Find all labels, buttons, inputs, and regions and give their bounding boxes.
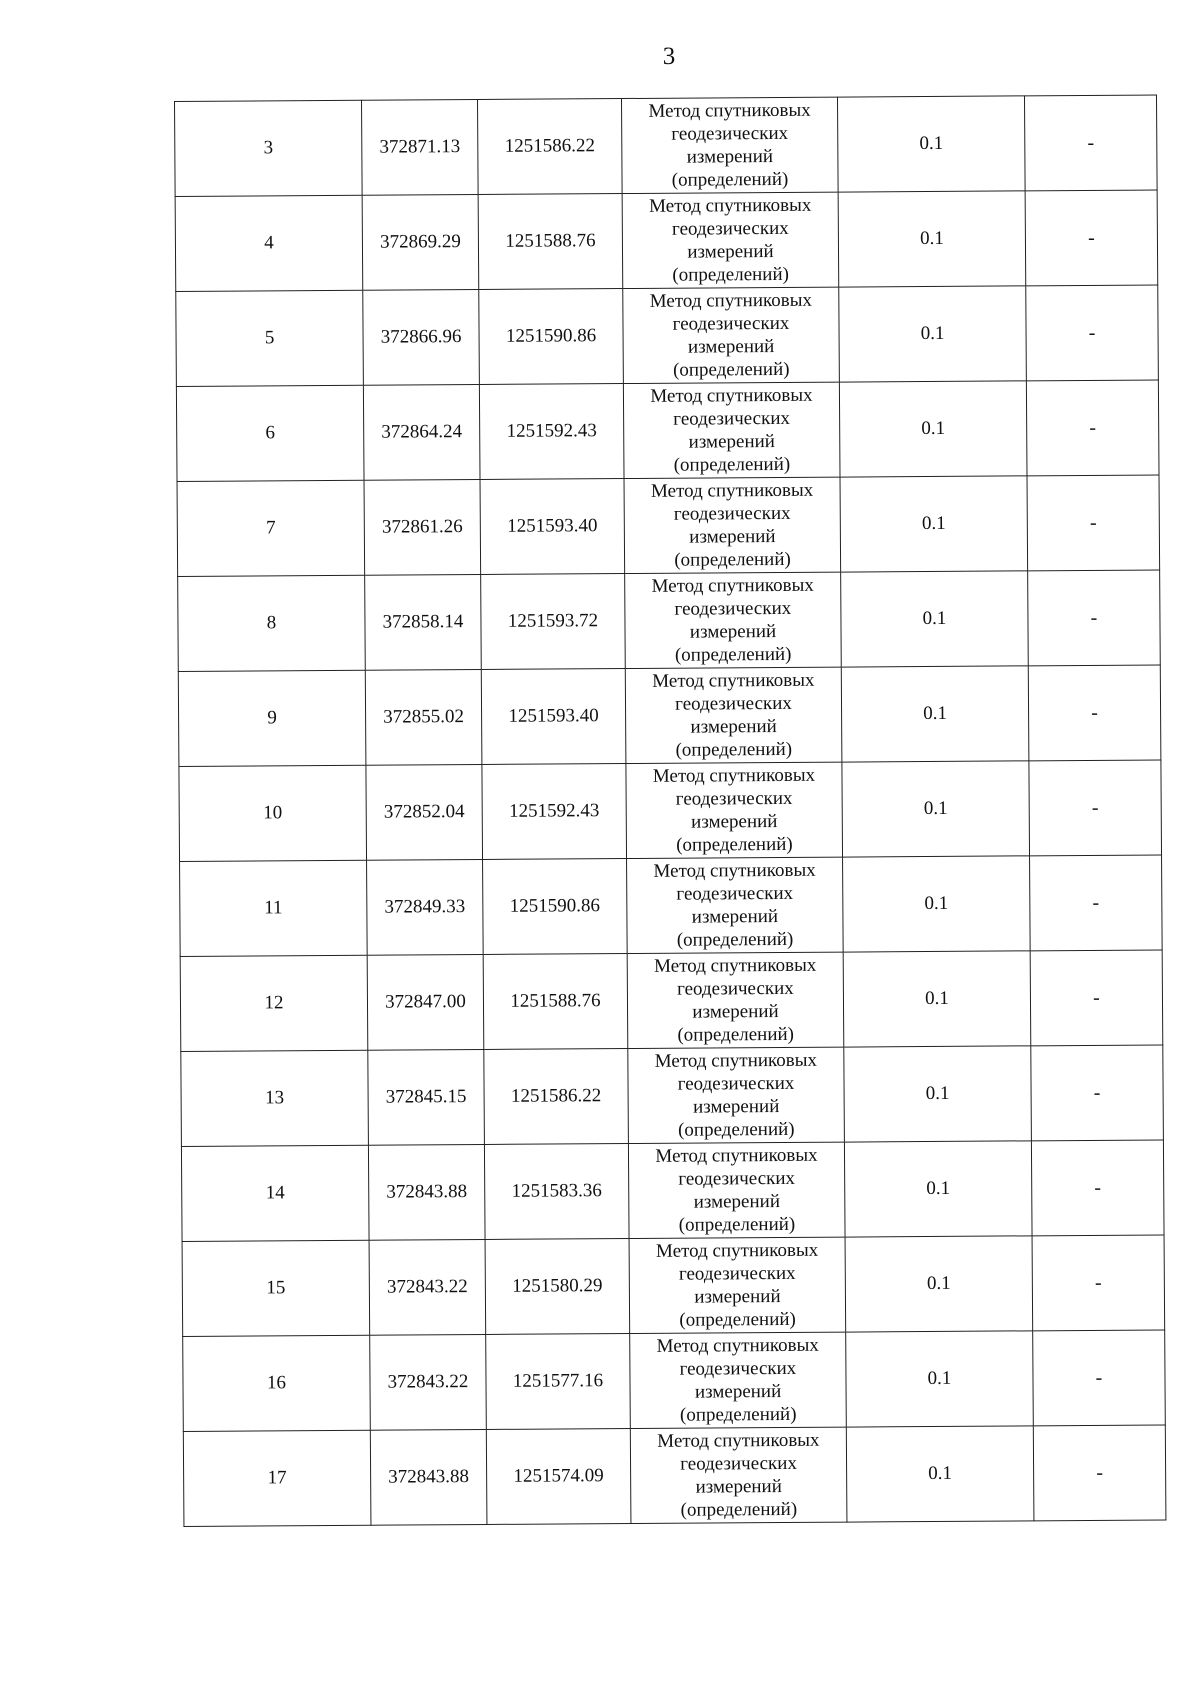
method-cell: [626, 762, 843, 858]
table-row: [176, 380, 1159, 482]
method-text-line: (определений): [676, 928, 794, 951]
method-text-line: (определений): [674, 643, 792, 666]
description-cell: -: [1033, 1330, 1166, 1426]
coordinates-table-container: [174, 94, 1165, 1526]
description-cell: -: [1031, 1140, 1164, 1236]
method-text-line: геодезических: [676, 882, 794, 905]
method-text-line: (определений): [678, 1213, 796, 1236]
accuracy-cell: 0.1: [844, 1046, 1032, 1142]
y-coordinate-cell: 1251583.36: [484, 1144, 629, 1240]
table-row: [179, 760, 1162, 862]
accuracy-cell: 0.1: [843, 856, 1031, 952]
method-cell: [627, 857, 844, 953]
method-text-line: Метод спутниковых: [652, 764, 816, 787]
method-cell: [625, 572, 842, 668]
method-text-line: геодезических: [675, 692, 792, 715]
method-text-line: геодезических: [680, 1452, 797, 1475]
method-text-line: измерений: [687, 336, 775, 358]
method-text-line: Метод спутниковых: [649, 289, 813, 312]
table-row: [183, 1330, 1166, 1432]
table-row: [178, 570, 1161, 672]
method-text-line: Метод спутниковых: [650, 479, 814, 502]
y-coordinate-cell: 1251586.22: [477, 99, 622, 195]
accuracy-cell: 0.1: [845, 1236, 1033, 1332]
accuracy-cell: 0.1: [840, 476, 1028, 572]
description-cell: -: [1026, 285, 1159, 381]
method-text-line: (определений): [679, 1403, 797, 1426]
point-number-cell: 16: [183, 1335, 371, 1431]
page-number: 3: [662, 43, 676, 70]
method-text-line: (определений): [679, 1308, 796, 1331]
method-cell: [625, 667, 842, 763]
accuracy-cell: 0.1: [843, 951, 1031, 1047]
method-text-line: геодезических: [673, 407, 791, 430]
table-row: [175, 95, 1158, 197]
point-number-cell: 8: [178, 575, 366, 671]
x-coordinate-cell: 372849.33: [367, 859, 484, 955]
method-text-line: (определений): [672, 263, 789, 286]
method-text-line: геодезических: [679, 1357, 797, 1380]
method-text-line: измерений: [692, 1096, 780, 1118]
x-coordinate-cell: 372869.29: [362, 194, 479, 290]
method-text-line: геодезических: [672, 312, 790, 335]
method-text-line: измерений: [694, 1286, 781, 1308]
method-text-line: Метод спутниковых: [655, 1239, 819, 1262]
method-cell: [629, 1237, 846, 1333]
description-cell: -: [1025, 190, 1158, 286]
method-cell: [627, 952, 844, 1048]
method-text-line: геодезических: [675, 787, 793, 810]
coordinates-table-body: [175, 95, 1166, 1526]
y-coordinate-cell: 1251593.40: [481, 669, 626, 765]
method-cell: [624, 477, 841, 573]
description-cell: -: [1030, 950, 1163, 1046]
method-text-line: измерений: [687, 241, 774, 263]
method-text-line: измерений: [688, 431, 775, 453]
x-coordinate-cell: 372843.22: [370, 1334, 487, 1430]
method-text-line: геодезических: [677, 1072, 795, 1095]
point-number-cell: 6: [176, 385, 364, 481]
point-number-cell: 15: [182, 1240, 370, 1336]
method-text-line: Метод спутниковых: [654, 954, 817, 977]
method-text-line: измерений: [690, 716, 777, 738]
x-coordinate-cell: 372847.00: [367, 954, 484, 1050]
y-coordinate-cell: 1251592.43: [482, 764, 627, 860]
method-text-line: (определений): [676, 833, 793, 856]
table-row: [182, 1235, 1165, 1337]
accuracy-cell: 0.1: [839, 381, 1027, 477]
method-text-line: измерений: [689, 526, 776, 548]
method-text-line: геодезических: [674, 597, 792, 620]
method-text-line: измерений: [692, 1001, 779, 1023]
y-coordinate-cell: 1251593.40: [480, 479, 625, 575]
method-cell: [621, 97, 838, 193]
point-number-cell: 7: [177, 480, 365, 576]
description-cell: -: [1031, 1045, 1164, 1141]
x-coordinate-cell: 372866.96: [363, 289, 480, 385]
method-text-line: измерений: [693, 1191, 781, 1213]
y-coordinate-cell: 1251580.29: [485, 1239, 630, 1335]
accuracy-cell: 0.1: [846, 1426, 1034, 1522]
description-cell: -: [1026, 380, 1159, 476]
table-row: [178, 665, 1161, 767]
y-coordinate-cell: 1251588.76: [483, 954, 628, 1050]
accuracy-cell: 0.1: [841, 571, 1029, 667]
method-text-line: измерений: [689, 621, 777, 643]
x-coordinate-cell: 372861.26: [364, 479, 481, 575]
method-text-line: измерений: [691, 906, 779, 928]
description-cell: -: [1030, 855, 1163, 951]
method-text-line: Метод спутниковых: [654, 1049, 818, 1072]
point-number-cell: 17: [183, 1430, 371, 1526]
method-text-line: геодезических: [671, 217, 789, 240]
y-coordinate-cell: 1251593.72: [481, 574, 626, 670]
description-cell: -: [1024, 95, 1157, 191]
method-text-line: (определений): [675, 738, 793, 761]
x-coordinate-cell: 372858.14: [365, 574, 482, 670]
y-coordinate-cell: 1251590.86: [479, 289, 624, 385]
method-text-line: (определений): [678, 1118, 795, 1141]
method-text-line: (определений): [677, 1023, 795, 1046]
method-text-line: (определений): [673, 453, 791, 476]
method-text-line: (определений): [680, 1498, 798, 1521]
table-row: [183, 1425, 1166, 1527]
method-text-line: измерений: [694, 1381, 782, 1403]
method-cell: [630, 1332, 847, 1428]
table-row: [175, 190, 1158, 292]
y-coordinate-cell: 1251577.16: [486, 1334, 631, 1430]
y-coordinate-cell: 1251588.76: [478, 194, 623, 290]
table-row: [177, 475, 1160, 577]
method-cell: [630, 1427, 847, 1523]
point-number-cell: 5: [176, 290, 364, 386]
point-number-cell: 11: [180, 860, 368, 956]
method-text-line: измерений: [691, 811, 778, 833]
method-text-line: Метод спутниковых: [652, 669, 815, 692]
x-coordinate-cell: 372864.24: [363, 384, 480, 480]
y-coordinate-cell: 1251574.09: [486, 1429, 631, 1525]
point-number-cell: 14: [181, 1145, 369, 1241]
method-text-line: Метод спутниковых: [649, 194, 812, 217]
table-row: [180, 950, 1163, 1052]
point-number-cell: 3: [175, 100, 363, 196]
table-row: [176, 285, 1159, 387]
point-number-cell: 12: [180, 955, 368, 1051]
accuracy-cell: 0.1: [837, 96, 1025, 192]
accuracy-cell: 0.1: [838, 191, 1026, 287]
method-text-line: Метод спутниковых: [651, 574, 814, 597]
method-text-line: Метод спутниковых: [655, 1144, 818, 1167]
accuracy-cell: 0.1: [846, 1331, 1034, 1427]
description-cell: -: [1032, 1235, 1165, 1331]
method-text-line: (определений): [671, 168, 789, 191]
point-number-cell: 13: [181, 1050, 369, 1146]
method-text-line: геодезических: [678, 1167, 796, 1190]
method-text-line: геодезических: [671, 122, 789, 145]
method-text-line: Метод спутниковых: [656, 1334, 819, 1357]
description-cell: -: [1033, 1425, 1166, 1521]
point-number-cell: 4: [175, 195, 363, 291]
method-text-line: Метод спутниковых: [650, 384, 813, 407]
x-coordinate-cell: 372843.88: [368, 1144, 485, 1240]
accuracy-cell: 0.1: [839, 286, 1027, 382]
method-text-line: (определений): [674, 548, 791, 571]
y-coordinate-cell: 1251586.22: [484, 1049, 629, 1145]
accuracy-cell: 0.1: [842, 761, 1030, 857]
table-row: [180, 855, 1163, 957]
point-number-cell: 9: [178, 670, 366, 766]
method-text-line: геодезических: [678, 1262, 796, 1285]
accuracy-cell: 0.1: [841, 666, 1029, 762]
method-cell: [628, 1142, 845, 1238]
point-number-cell: 10: [179, 765, 367, 861]
table-row: [181, 1140, 1164, 1242]
x-coordinate-cell: 372843.22: [369, 1239, 486, 1335]
y-coordinate-cell: 1251592.43: [479, 384, 624, 480]
x-coordinate-cell: 372855.02: [365, 669, 482, 765]
method-text-line: геодезических: [673, 502, 791, 525]
method-text-line: (определений): [672, 358, 790, 381]
method-text-line: Метод спутниковых: [648, 99, 811, 122]
method-cell: [623, 382, 840, 478]
y-coordinate-cell: 1251590.86: [483, 859, 628, 955]
accuracy-cell: 0.1: [844, 1141, 1032, 1237]
description-cell: -: [1028, 570, 1161, 666]
coordinates-table: [174, 94, 1166, 1526]
method-text-line: измерений: [695, 1475, 782, 1498]
x-coordinate-cell: 372843.88: [370, 1429, 487, 1525]
method-text-line: измерений: [686, 146, 774, 168]
method-text-line: геодезических: [676, 977, 794, 1000]
method-cell: [623, 287, 840, 383]
method-text-line: Метод спутниковых: [657, 1429, 820, 1452]
x-coordinate-cell: 372845.15: [368, 1049, 485, 1145]
method-cell: [628, 1047, 845, 1143]
description-cell: -: [1029, 760, 1162, 856]
description-cell: -: [1028, 665, 1161, 761]
x-coordinate-cell: 372871.13: [361, 99, 478, 195]
x-coordinate-cell: 372852.04: [366, 764, 483, 860]
description-cell: -: [1027, 475, 1160, 571]
method-cell: [622, 192, 839, 288]
method-text-line: Метод спутниковых: [653, 859, 816, 882]
table-row: [181, 1045, 1164, 1147]
